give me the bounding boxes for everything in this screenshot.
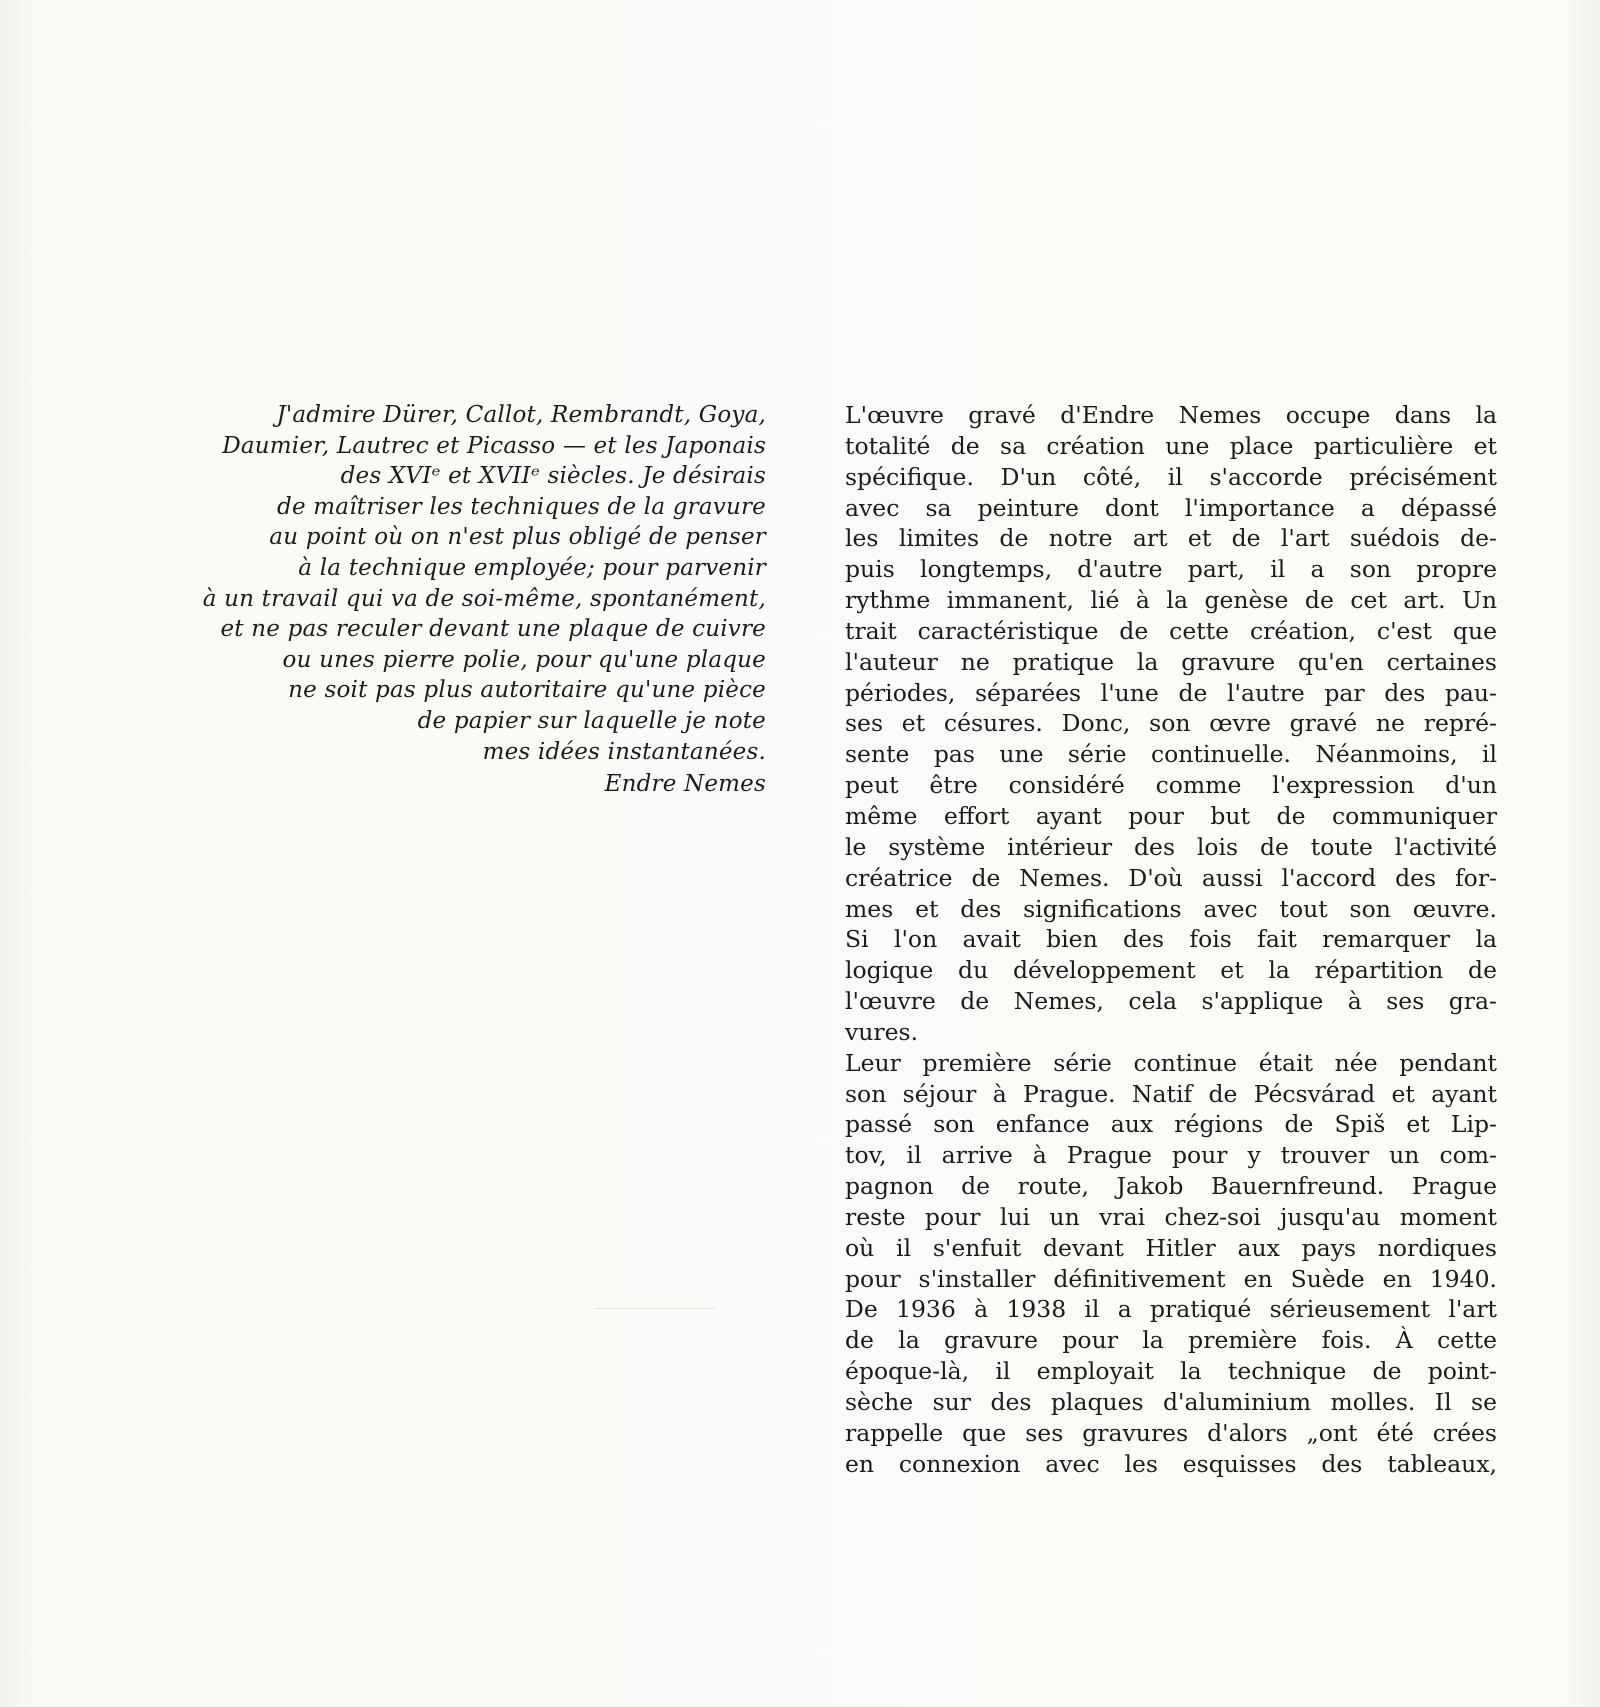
faint-divider	[595, 1308, 715, 1309]
body-line: reste pour lui un vrai chez-soi jusqu'au moment	[845, 1202, 1497, 1231]
body-line: le système intérieur des lois de toute l'activité	[845, 832, 1497, 861]
body-line: rythme immanent, lié à la genèse de cet art. Un	[845, 586, 1497, 615]
epigraph-line: à un travail qui va de soi-même, spontanément,	[202, 585, 766, 612]
body-line: tov, il arrive à Prague pour y trouver un com-	[845, 1141, 1497, 1170]
body-line: passé son enfance aux régions de Spiš et Lip-	[845, 1110, 1497, 1139]
body-line: en connexion avec les esquisses des tableaux,	[845, 1449, 1497, 1478]
body-line: mes et des significations avec tout son œuvre.	[845, 894, 1497, 923]
epigraph-line: de maîtriser les techniques de la gravure	[277, 493, 766, 520]
body-line: créatrice de Nemes. D'où aussi l'accord des for-	[845, 863, 1497, 892]
epigraph-line: et ne pas reculer devant une plaque de cuivre	[220, 616, 766, 643]
body-line: Leur première série continue était née pendant	[845, 1048, 1497, 1077]
body-line: sèche sur des plaques d'aluminium molles. Il se	[845, 1388, 1497, 1416]
body-line: son séjour à Prague. Natif de Pécsvárad et ayant	[845, 1079, 1497, 1108]
body-text-column	[845, 400, 1497, 1480]
epigraph-line: des XVIᵉ et XVIIᵉ siècles. Je désirais	[340, 463, 766, 490]
body-line: les limites de notre art et de l'art suédois de-	[845, 524, 1497, 553]
body-line: rappelle que ses gravures d'alors „ont été crées	[845, 1418, 1497, 1447]
body-line: où il s'enfuit devant Hitler aux pays nordiques	[845, 1233, 1497, 1262]
body-line: pagnon de route, Jakob Bauernfreund. Prague	[845, 1172, 1497, 1201]
body-line: spécifique. D'un côté, il s'accorde précisément	[845, 462, 1497, 491]
epigraph-line: Daumier, Lautrec et Picasso — et les Japonais	[222, 432, 766, 459]
body-line: puis longtemps, d'autre part, il a son propre	[845, 555, 1497, 584]
epigraph-line: à la technique employée; pour parvenir	[298, 554, 766, 581]
epigraph-quote	[100, 400, 766, 800]
epigraph-author: Endre Nemes	[604, 771, 766, 798]
body-line: Si l'on avait bien des fois fait remarquer la	[845, 925, 1497, 954]
body-line: ses et césures. Donc, son œvre gravé ne repré-	[845, 709, 1497, 738]
body-line: trait caractéristique de cette création, c'est que	[845, 616, 1497, 645]
epigraph-line: ou unes pierre polie, pour qu'une plaque	[282, 646, 766, 673]
body-line: époque-là, il employait la technique de point-	[845, 1357, 1497, 1386]
body-line: pour s'installer définitivement en Suède en 1940.	[845, 1264, 1497, 1293]
body-line: l'œuvre de Nemes, cela s'applique à ses gra-	[845, 987, 1497, 1016]
body-line: même effort ayant pour but de communiquer	[845, 801, 1497, 830]
body-line: L'œuvre gravé d'Endre Nemes occupe dans la	[845, 401, 1497, 429]
body-line: totalité de sa création une place particulière et	[845, 431, 1497, 460]
body-line: De 1936 à 1938 il a pratiqué sérieusement l'art	[845, 1295, 1497, 1324]
body-line: peut être considéré comme l'expression d'un	[845, 771, 1497, 800]
body-line: l'auteur ne pratique la gravure qu'en certaines	[845, 647, 1497, 676]
body-line: de la gravure pour la première fois. À cette	[845, 1326, 1497, 1355]
body-line: avec sa peinture dont l'importance a dépassé	[845, 493, 1497, 522]
epigraph-line: de papier sur laquelle je note	[417, 707, 766, 734]
body-line: périodes, séparées l'une de l'autre par des pau-	[845, 678, 1497, 707]
epigraph-line: mes idées instantanées.	[482, 738, 766, 765]
epigraph-line: au point où on n'est plus obligé de penser	[269, 524, 766, 551]
epigraph-line: ne soit pas plus autoritaire qu'une pièce	[288, 677, 766, 704]
body-line: logique du développement et la répartition de	[845, 956, 1497, 985]
body-line: sente pas une série continuelle. Néanmoins, il	[845, 740, 1497, 769]
body-line: vures.	[845, 1017, 919, 1046]
epigraph-line: J'admire Dürer, Callot, Rembrandt, Goya,	[276, 402, 766, 428]
